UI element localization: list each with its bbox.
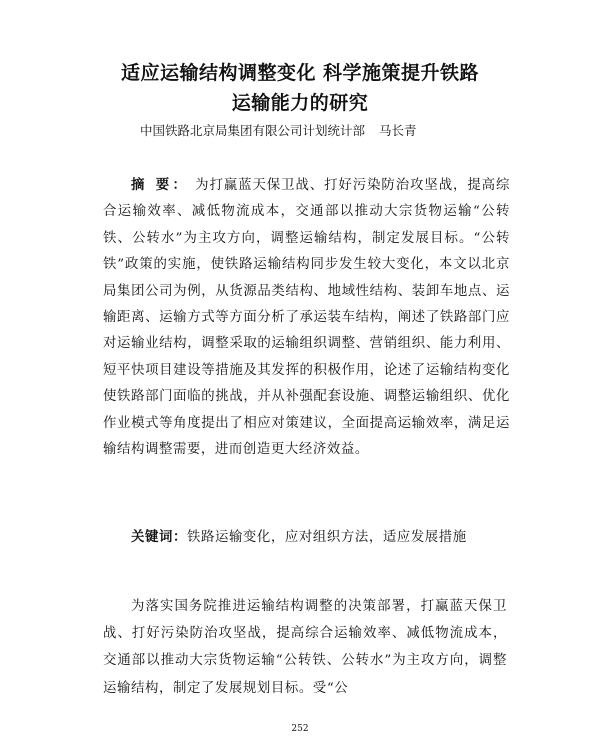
paper-title-line-1: 适应运输结构调整变化 科学施策提升铁路 [120, 62, 480, 84]
keywords-text: 铁路运输变化，应对组织方法，适应发展措施 [186, 530, 467, 545]
paper-title-line-2: 运输能力的研究 [231, 92, 369, 114]
abstract-text: 为打赢蓝天保卫战、打好污染防治攻坚战，提高综合运输效率、减低物流成本，交通部以推动大宗货物运输“公转铁、公转水”为主攻方向，调整运输结构，制定发展目标。“公转铁”政策的实施，使铁路运输结构同步发生较大变化，本文以北京局集团公司为例，从货源品类结构、地域性结构、装卸车地点、运输距离、运输方式等方面分析了承运装车结构，阐述了铁路部门应对运输业结构，调整采取的运输组织调整、营销组织、能力利用、短平快项目建设等措施及其发挥的积极作用，论述了运输结构变化使铁路部门面临的挑战，并从补强配套设施、调整运输组织、优化作业模式等角度提出了相应对策建议，全面提高运输效率，满足运输结构调整需要，进而创造更大经济效益。 [103, 178, 510, 458]
keywords-label: 关键词： [131, 530, 187, 545]
author-name: 马长青 [379, 123, 417, 138]
keywords [131, 525, 511, 551]
page-number: 252 [291, 724, 309, 734]
author-line [140, 122, 480, 140]
abstract-label: 摘 要： [131, 178, 190, 193]
abstract [103, 173, 510, 463]
affiliation: 中国铁路北京局集团有限公司计划统计部 [140, 123, 366, 138]
body-paragraph: 为落实国务院推进运输结构调整的决策部署，打赢蓝天保卫战、打好污染防治攻坚战，提高综合运输效率、减低物流成本，交通部以推动大宗货物运输“公转铁、公转水”为主攻方向，调整运输结构，制定了发展规划目标。受“公 [103, 599, 507, 696]
